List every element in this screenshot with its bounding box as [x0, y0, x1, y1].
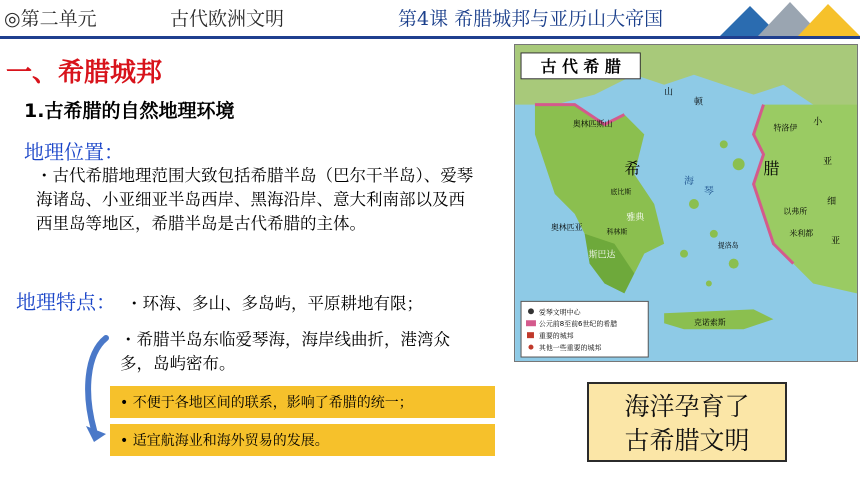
unit-title: ◎第二单元: [4, 8, 97, 30]
map-label-corinth: 科林斯: [606, 227, 628, 236]
legend-item-4: 其他一些重要的城邦: [538, 344, 602, 353]
map-label-athens: 雅典: [626, 212, 645, 223]
conclusion-box: [587, 382, 787, 462]
map-label-sea1: 海: [684, 176, 694, 188]
map-label-ya: 亚: [823, 157, 833, 168]
slide-header: [0, 0, 860, 40]
feature-line-1: ・环海、多山、多岛屿，平原耕地有限；: [126, 294, 423, 313]
map-label-shan: 山: [664, 87, 674, 98]
consequence-box-2: • 适宜航海业和海外贸易的发展。: [110, 424, 495, 456]
map-label-olympus: 奥林匹斯山: [572, 119, 613, 129]
location-text: ・古代希腊地理范围大致包括希腊半岛（巴尔干半岛）、爱琴海诸岛、小亚细亚半岛西岸、黑海沿岸、意大利南部以及西西里岛等地区，希腊半岛是古代希腊的主体。: [36, 166, 474, 233]
map-label-sparta: 斯巴达: [588, 250, 616, 261]
conclusion-line-1: 海洋孕育了: [624, 392, 750, 421]
bracket-arrow-icon: [80, 334, 112, 444]
map-label-thebes: 底比斯: [610, 188, 632, 197]
ancient-greece-map: [514, 44, 858, 362]
feature-line-2: ・希腊半岛东临爱琴海，海岸线曲折，港湾众多，岛屿密布。: [120, 330, 450, 373]
map-label-olympia: 奥林匹亚: [550, 222, 583, 232]
map-label-xi2: 细: [827, 196, 837, 207]
legend-item-2: 公元前8至前6世纪的希腊: [538, 320, 618, 329]
map-label-sea2: 琴: [703, 186, 714, 198]
map-label-troy: 特洛伊: [773, 123, 798, 133]
map-label-delos: 提洛岛: [717, 241, 739, 250]
lesson-title: 第4课 希腊城邦与亚历山大帝国: [398, 8, 664, 30]
map-label-la: 腊: [763, 159, 780, 179]
map-label-xi: 希: [624, 159, 641, 179]
map-label-ephesus: 以弗所: [783, 206, 808, 216]
consequence-box-1: • 不便于各地区间的联系，影响了希腊的统一；: [110, 386, 495, 418]
mountain-decoration-icon: [720, 0, 860, 36]
map-label-dun: 顿: [693, 97, 703, 108]
map-label-xiao: 小: [813, 117, 823, 128]
map-label-knossos: 克诺索斯: [693, 318, 726, 328]
map-label-ya2: 亚: [831, 236, 841, 247]
map-label-miletus: 米利都: [789, 228, 814, 238]
features-label: 地理特点：: [16, 290, 116, 314]
header-divider: [0, 36, 860, 39]
section-title: 一、希腊城邦: [6, 58, 163, 88]
map-title: 古 代 希 腊: [540, 56, 621, 76]
subsection-title: 1.古希腊的自然地理环境: [24, 100, 235, 122]
location-label: 地理位置：: [24, 140, 124, 164]
chapter-title: 古代欧洲文明: [170, 8, 285, 30]
legend-item-3: 重要的城邦: [538, 332, 574, 341]
conclusion-line-2: 古希腊文明: [624, 426, 750, 455]
legend-item-1: 爱琴文明中心: [538, 308, 581, 317]
